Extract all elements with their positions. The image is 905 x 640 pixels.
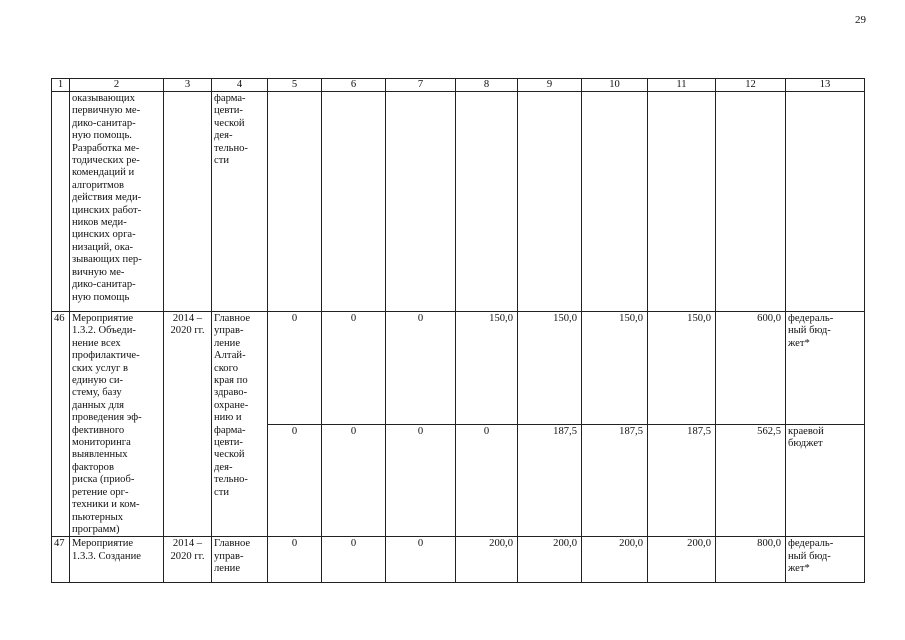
measure-description: оказывающих первичную ме- дико-санитар- ную помощь. Разработка ме- тодических ре- комендаций и алгоритмов действия меди- цинских работ- ников меди- цинских орга- низаций, ока- зывающих пер- вичную ме- дико-санитар- ную помощь	[70, 92, 164, 312]
period-cell	[164, 92, 212, 312]
value-cell	[268, 92, 322, 312]
row-number-cell: 46	[52, 312, 70, 537]
value-cell: 800,0	[716, 537, 786, 583]
value-cell: 0	[322, 537, 386, 583]
column-number-row	[52, 79, 865, 92]
row-number-cell	[52, 92, 70, 312]
column-number: 13	[786, 79, 865, 92]
value-cell: 150,0	[648, 312, 716, 425]
value-cell: 0	[456, 424, 518, 537]
column-number: 12	[716, 79, 786, 92]
column-number: 10	[582, 79, 648, 92]
period-cell: 2014 – 2020 гг.	[164, 537, 212, 583]
value-cell: 187,5	[518, 424, 582, 537]
value-cell: 200,0	[456, 537, 518, 583]
value-cell: 0	[268, 424, 322, 537]
value-cell: 0	[268, 537, 322, 583]
executor-cell: Главное управ- ление	[212, 537, 268, 583]
value-cell: 187,5	[582, 424, 648, 537]
value-cell: 200,0	[518, 537, 582, 583]
value-cell: 0	[322, 312, 386, 425]
value-cell: 0	[386, 424, 456, 537]
budget-table	[51, 78, 865, 583]
executor-cell: фарма- цевти- ческой дея- тельно- сти	[212, 92, 268, 312]
value-cell: 0	[322, 424, 386, 537]
value-cell: 187,5	[648, 424, 716, 537]
table-row-46-federal	[52, 312, 865, 425]
funding-source-cell: федераль- ный бюд- жет*	[786, 537, 865, 583]
value-cell	[386, 92, 456, 312]
table-row-47	[52, 537, 865, 583]
column-number: 4	[212, 79, 268, 92]
value-cell	[456, 92, 518, 312]
measure-description: Мероприятие 1.3.2. Объеди- нение всех профилактиче- ских услуг в единую си- стему, базу данных для проведения эф- фективного мониторинга выявленных факторов риска (приоб- ретение орг- техники и ком- пьютерных программ)	[70, 312, 164, 537]
value-cell: 0	[386, 537, 456, 583]
column-number: 2	[70, 79, 164, 92]
column-number: 11	[648, 79, 716, 92]
executor-cell: Главное управ- ление Алтай- ского края по здраво- охране- нию и фарма- цевти- ческой дея- тельно- сти	[212, 312, 268, 537]
column-number: 8	[456, 79, 518, 92]
value-cell	[518, 92, 582, 312]
funding-source-cell	[786, 92, 865, 312]
measure-description: Мероприятие 1.3.3. Создание	[70, 537, 164, 583]
value-cell: 0	[268, 312, 322, 425]
column-number: 9	[518, 79, 582, 92]
value-cell: 0	[386, 312, 456, 425]
value-cell: 150,0	[518, 312, 582, 425]
value-cell: 150,0	[456, 312, 518, 425]
period-cell: 2014 – 2020 гг.	[164, 312, 212, 537]
value-cell	[648, 92, 716, 312]
value-cell	[322, 92, 386, 312]
funding-source-cell: краевой бюджет	[786, 424, 865, 537]
column-number: 1	[52, 79, 70, 92]
table-row-continuation	[52, 92, 865, 312]
column-number: 3	[164, 79, 212, 92]
page-number: 29	[855, 14, 866, 26]
value-cell: 150,0	[582, 312, 648, 425]
row-number-cell: 47	[52, 537, 70, 583]
column-number: 6	[322, 79, 386, 92]
funding-source-cell: федераль- ный бюд- жет*	[786, 312, 865, 425]
value-cell	[716, 92, 786, 312]
value-cell: 200,0	[582, 537, 648, 583]
value-cell: 600,0	[716, 312, 786, 425]
value-cell: 200,0	[648, 537, 716, 583]
value-cell: 562,5	[716, 424, 786, 537]
column-number: 7	[386, 79, 456, 92]
column-number: 5	[268, 79, 322, 92]
value-cell	[582, 92, 648, 312]
